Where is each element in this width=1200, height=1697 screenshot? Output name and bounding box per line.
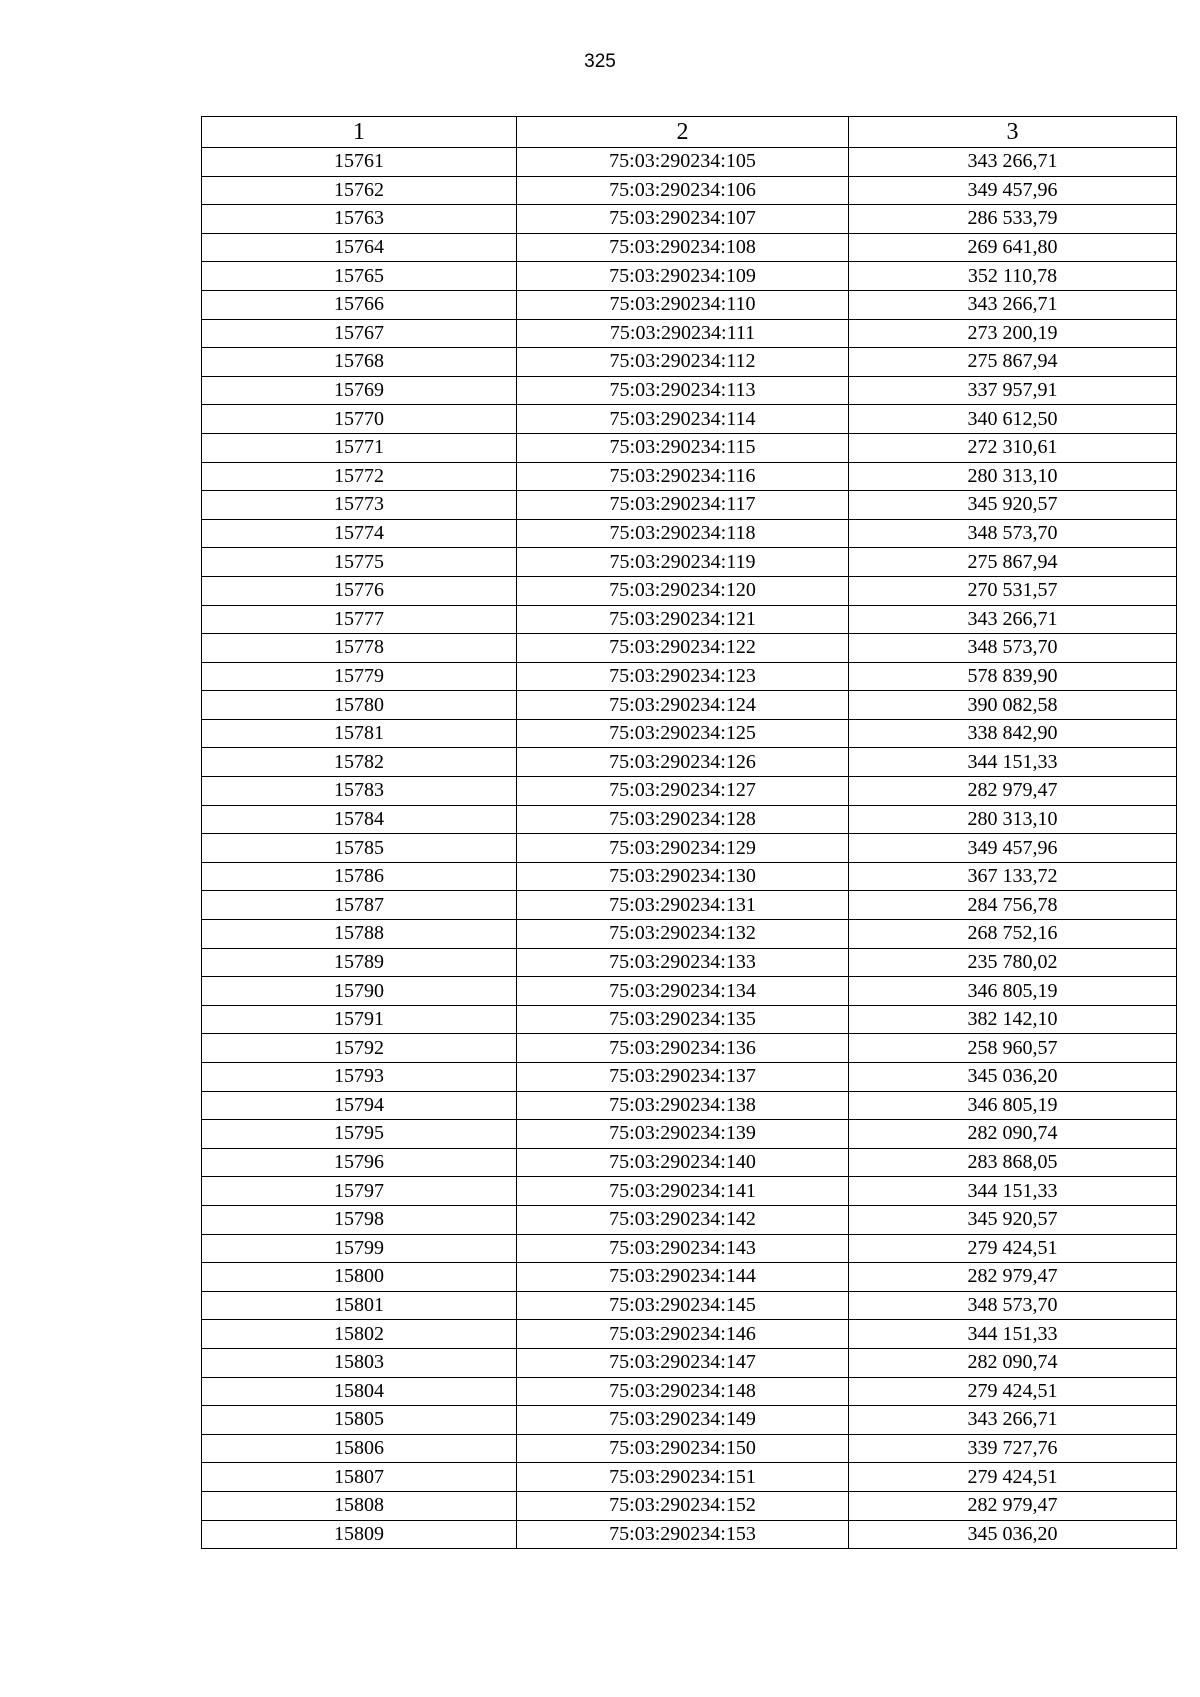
row-number-cell: 15792 [202,1034,517,1063]
table-row [202,862,1177,891]
cadastral-number-cell: 75:03:290234:133 [517,948,849,977]
value-cell: 269 641,80 [849,233,1177,262]
table-row [202,891,1177,920]
row-number-cell: 15791 [202,1005,517,1034]
table-row [202,233,1177,262]
row-number-cell: 15807 [202,1463,517,1492]
value-cell: 348 573,70 [849,519,1177,548]
row-number-cell: 15790 [202,977,517,1006]
table-row [202,1205,1177,1234]
value-cell: 275 867,94 [849,548,1177,577]
value-cell: 270 531,57 [849,576,1177,605]
data-table [201,116,1177,1549]
table-row [202,1091,1177,1120]
value-cell: 346 805,19 [849,977,1177,1006]
cadastral-number-cell: 75:03:290234:118 [517,519,849,548]
value-cell: 272 310,61 [849,433,1177,462]
table-row [202,1377,1177,1406]
cadastral-number-cell: 75:03:290234:140 [517,1148,849,1177]
value-cell: 282 090,74 [849,1120,1177,1149]
cadastral-number-cell: 75:03:290234:147 [517,1348,849,1377]
value-cell: 348 573,70 [849,634,1177,663]
value-cell: 578 839,90 [849,662,1177,691]
value-cell: 352 110,78 [849,262,1177,291]
cadastral-number-cell: 75:03:290234:121 [517,605,849,634]
row-number-cell: 15798 [202,1205,517,1234]
row-number-cell: 15771 [202,433,517,462]
row-number-cell: 15784 [202,805,517,834]
table-row [202,777,1177,806]
value-cell: 345 920,57 [849,491,1177,520]
value-cell: 344 151,33 [849,1177,1177,1206]
value-cell: 282 979,47 [849,777,1177,806]
row-number-cell: 15797 [202,1177,517,1206]
row-number-cell: 15779 [202,662,517,691]
cadastral-number-cell: 75:03:290234:145 [517,1291,849,1320]
cadastral-number-cell: 75:03:290234:143 [517,1234,849,1263]
table-row [202,462,1177,491]
page-number: 325 [584,51,616,72]
table-row [202,1063,1177,1092]
value-cell: 349 457,96 [849,176,1177,205]
table-row [202,1491,1177,1520]
cadastral-number-cell: 75:03:290234:125 [517,719,849,748]
cadastral-number-cell: 75:03:290234:106 [517,176,849,205]
cadastral-number-cell: 75:03:290234:123 [517,662,849,691]
row-number-cell: 15796 [202,1148,517,1177]
row-number-cell: 15768 [202,348,517,377]
value-cell: 280 313,10 [849,805,1177,834]
cadastral-number-cell: 75:03:290234:131 [517,891,849,920]
column-header-1: 1 [202,117,517,148]
cadastral-number-cell: 75:03:290234:126 [517,748,849,777]
cadastral-number-cell: 75:03:290234:116 [517,462,849,491]
cadastral-number-cell: 75:03:290234:146 [517,1320,849,1349]
table-row [202,348,1177,377]
row-number-cell: 15783 [202,777,517,806]
row-number-cell: 15800 [202,1263,517,1292]
cadastral-number-cell: 75:03:290234:109 [517,262,849,291]
row-number-cell: 15789 [202,948,517,977]
column-header-2: 2 [517,117,849,148]
cadastral-number-cell: 75:03:290234:142 [517,1205,849,1234]
table-row [202,834,1177,863]
table-row [202,205,1177,234]
value-cell: 348 573,70 [849,1291,1177,1320]
cadastral-number-cell: 75:03:290234:141 [517,1177,849,1206]
cadastral-number-cell: 75:03:290234:148 [517,1377,849,1406]
table-row [202,948,1177,977]
table-row [202,148,1177,177]
cadastral-number-cell: 75:03:290234:136 [517,1034,849,1063]
cadastral-number-cell: 75:03:290234:120 [517,576,849,605]
row-number-cell: 15777 [202,605,517,634]
cadastral-number-cell: 75:03:290234:119 [517,548,849,577]
cadastral-number-cell: 75:03:290234:132 [517,920,849,949]
table-row [202,1120,1177,1149]
cadastral-number-cell: 75:03:290234:137 [517,1063,849,1092]
cadastral-number-cell: 75:03:290234:128 [517,805,849,834]
cadastral-number-cell: 75:03:290234:151 [517,1463,849,1492]
row-number-cell: 15773 [202,491,517,520]
cadastral-number-cell: 75:03:290234:108 [517,233,849,262]
cadastral-number-cell: 75:03:290234:107 [517,205,849,234]
cadastral-number-cell: 75:03:290234:117 [517,491,849,520]
value-cell: 279 424,51 [849,1377,1177,1406]
table-row [202,176,1177,205]
table-row [202,262,1177,291]
row-number-cell: 15808 [202,1491,517,1520]
cadastral-number-cell: 75:03:290234:135 [517,1005,849,1034]
value-cell: 235 780,02 [849,948,1177,977]
table-row [202,433,1177,462]
table-row [202,1148,1177,1177]
cadastral-number-cell: 75:03:290234:115 [517,433,849,462]
table-row [202,691,1177,720]
table-row [202,1320,1177,1349]
row-number-cell: 15785 [202,834,517,863]
cadastral-number-cell: 75:03:290234:152 [517,1491,849,1520]
row-number-cell: 15804 [202,1377,517,1406]
value-cell: 279 424,51 [849,1463,1177,1492]
table-row [202,977,1177,1006]
cadastral-number-cell: 75:03:290234:149 [517,1406,849,1435]
table-row [202,576,1177,605]
column-header-3: 3 [849,117,1177,148]
table-row [202,605,1177,634]
table-header [202,117,1177,148]
value-cell: 275 867,94 [849,348,1177,377]
table-row [202,1434,1177,1463]
row-number-cell: 15762 [202,176,517,205]
row-number-cell: 15780 [202,691,517,720]
row-number-cell: 15769 [202,376,517,405]
table-row [202,1463,1177,1492]
cadastral-number-cell: 75:03:290234:122 [517,634,849,663]
table-row [202,1177,1177,1206]
table-body [202,148,1177,1549]
value-cell: 337 957,91 [849,376,1177,405]
table-row [202,290,1177,319]
value-cell: 345 036,20 [849,1520,1177,1549]
row-number-cell: 15795 [202,1120,517,1149]
cadastral-number-cell: 75:03:290234:134 [517,977,849,1006]
value-cell: 367 133,72 [849,862,1177,891]
table-row [202,519,1177,548]
table-row [202,748,1177,777]
row-number-cell: 15774 [202,519,517,548]
value-cell: 382 142,10 [849,1005,1177,1034]
row-number-cell: 15766 [202,290,517,319]
value-cell: 343 266,71 [849,1406,1177,1435]
cadastral-number-cell: 75:03:290234:150 [517,1434,849,1463]
table-row [202,1234,1177,1263]
row-number-cell: 15793 [202,1063,517,1092]
table-row [202,719,1177,748]
cadastral-number-cell: 75:03:290234:112 [517,348,849,377]
value-cell: 338 842,90 [849,719,1177,748]
value-cell: 279 424,51 [849,1234,1177,1263]
table-row [202,1263,1177,1292]
row-number-cell: 15781 [202,719,517,748]
row-number-cell: 15776 [202,576,517,605]
table-row [202,1406,1177,1435]
table-row [202,491,1177,520]
table-row [202,405,1177,434]
cadastral-number-cell: 75:03:290234:138 [517,1091,849,1120]
value-cell: 280 313,10 [849,462,1177,491]
value-cell: 273 200,19 [849,319,1177,348]
value-cell: 343 266,71 [849,605,1177,634]
value-cell: 339 727,76 [849,1434,1177,1463]
value-cell: 340 612,50 [849,405,1177,434]
row-number-cell: 15772 [202,462,517,491]
cadastral-number-cell: 75:03:290234:113 [517,376,849,405]
value-cell: 282 979,47 [849,1491,1177,1520]
row-number-cell: 15775 [202,548,517,577]
cadastral-number-cell: 75:03:290234:124 [517,691,849,720]
row-number-cell: 15787 [202,891,517,920]
cadastral-number-cell: 75:03:290234:139 [517,1120,849,1149]
row-number-cell: 15763 [202,205,517,234]
row-number-cell: 15794 [202,1091,517,1120]
value-cell: 390 082,58 [849,691,1177,720]
table-row [202,1005,1177,1034]
cadastral-number-cell: 75:03:290234:105 [517,148,849,177]
value-cell: 282 090,74 [849,1348,1177,1377]
row-number-cell: 15801 [202,1291,517,1320]
value-cell: 344 151,33 [849,748,1177,777]
table-row [202,920,1177,949]
cadastral-number-cell: 75:03:290234:110 [517,290,849,319]
table-row [202,805,1177,834]
cadastral-number-cell: 75:03:290234:114 [517,405,849,434]
value-cell: 349 457,96 [849,834,1177,863]
value-cell: 286 533,79 [849,205,1177,234]
row-number-cell: 15782 [202,748,517,777]
value-cell: 345 920,57 [849,1205,1177,1234]
table-row [202,319,1177,348]
row-number-cell: 15788 [202,920,517,949]
row-number-cell: 15799 [202,1234,517,1263]
table-row [202,1348,1177,1377]
value-cell: 343 266,71 [849,148,1177,177]
row-number-cell: 15786 [202,862,517,891]
table-row [202,1034,1177,1063]
row-number-cell: 15802 [202,1320,517,1349]
value-cell: 343 266,71 [849,290,1177,319]
cadastral-number-cell: 75:03:290234:130 [517,862,849,891]
table-row [202,1291,1177,1320]
cadastral-number-cell: 75:03:290234:153 [517,1520,849,1549]
value-cell: 284 756,78 [849,891,1177,920]
value-cell: 282 979,47 [849,1263,1177,1292]
value-cell: 268 752,16 [849,920,1177,949]
cadastral-number-cell: 75:03:290234:111 [517,319,849,348]
table-row [202,634,1177,663]
row-number-cell: 15806 [202,1434,517,1463]
table-row [202,662,1177,691]
row-number-cell: 15767 [202,319,517,348]
row-number-cell: 15764 [202,233,517,262]
row-number-cell: 15805 [202,1406,517,1435]
value-cell: 283 868,05 [849,1148,1177,1177]
table-row [202,548,1177,577]
value-cell: 345 036,20 [849,1063,1177,1092]
cadastral-number-cell: 75:03:290234:144 [517,1263,849,1292]
table-row [202,376,1177,405]
value-cell: 344 151,33 [849,1320,1177,1349]
value-cell: 346 805,19 [849,1091,1177,1120]
row-number-cell: 15803 [202,1348,517,1377]
header-row [202,117,1177,148]
table-row [202,1520,1177,1549]
cadastral-number-cell: 75:03:290234:129 [517,834,849,863]
value-cell: 258 960,57 [849,1034,1177,1063]
row-number-cell: 15765 [202,262,517,291]
row-number-cell: 15778 [202,634,517,663]
cadastral-number-cell: 75:03:290234:127 [517,777,849,806]
row-number-cell: 15761 [202,148,517,177]
row-number-cell: 15770 [202,405,517,434]
row-number-cell: 15809 [202,1520,517,1549]
